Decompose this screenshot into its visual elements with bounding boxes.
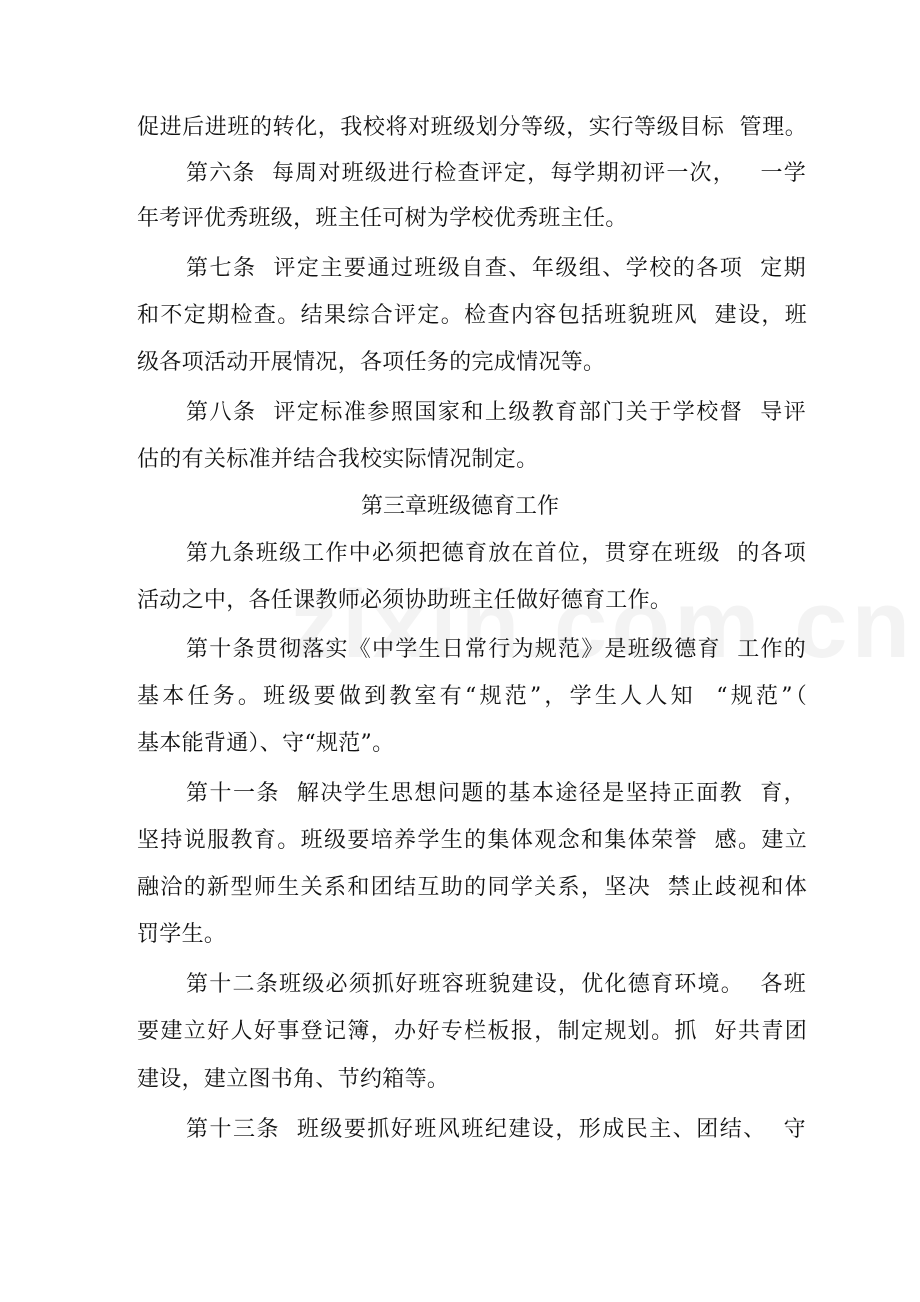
article-11-line-1: 第十一条 解决学生思想问题的基本途径是坚持正面教 育， <box>186 781 806 806</box>
article-6-line-1: 第六条 每周对班级进行检查评定，每学期初评一次， 一学 <box>186 161 806 186</box>
article-11-line-2: 坚持说服教育。班级要培养学生的集体观念和集体荣誉 感。建立 <box>137 828 807 853</box>
article-7-line-3: 级各项活动开展情况，各项任务的完成情况等。 <box>137 350 606 375</box>
article-9-line-2: 活动之中，各任课教师必须协助班主任做好德育工作。 <box>137 588 673 613</box>
article-8-line-2: 估的有关标准并结合我校实际情况制定。 <box>137 447 539 472</box>
article-10-line-3: 基本能背通）、守“规范”。 <box>137 731 395 756</box>
article-11-line-3: 融洽的新型师生关系和团结互助的同学关系，坚决 禁止歧视和体 <box>137 875 807 900</box>
chapter-heading: 第三章班级德育工作 <box>360 494 559 519</box>
article-10-line-1: 第十条贯彻落实《中学生日常行为规范》是班级德育 工作的 <box>186 637 806 662</box>
text-line: 促进后进班的转化，我校将对班级划分等级，实行等级目标 管理。 <box>137 115 807 140</box>
article-8-line-1: 第八条 评定标准参照国家和上级教育部门关于学校督 导评 <box>186 400 806 425</box>
article-12-line-3: 建设，建立图书角、节约箱等。 <box>137 1067 450 1092</box>
article-7-line-1: 第七条 评定主要通过班级自查、年级组、学校的各项 定期 <box>186 256 806 281</box>
article-13-line-1: 第十三条 班级要抓好班风班纪建设，形成民主、团结、 守 <box>186 1117 806 1142</box>
article-7-line-2: 和不定期检查。结果综合评定。检查内容包括班貌班风 建设，班 <box>137 303 807 328</box>
article-12-line-1: 第十二条班级必须抓好班容班貌建设，优化德育环境。 各班 <box>186 972 806 997</box>
article-12-line-2: 要建立好人好事登记簿，办好专栏板报，制定规划。抓 好共青团 <box>137 1019 807 1044</box>
article-6-line-2: 年考评优秀班级，班主任可树为学校优秀班主任。 <box>137 206 628 231</box>
article-10-line-2: 基本任务。班级要做到教室有“规范”，学生人人知 “规范”（ <box>137 684 807 709</box>
article-11-line-4: 罚学生。 <box>137 922 227 947</box>
article-9-line-1: 第九条班级工作中必须把德育放在首位，贯穿在班级 的各项 <box>186 541 806 566</box>
